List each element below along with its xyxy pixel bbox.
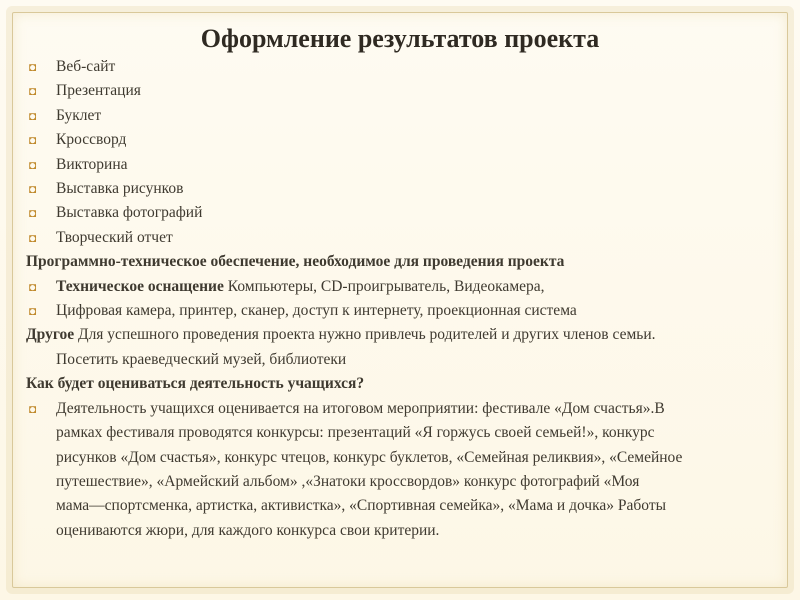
equipment-label: Техническое оснащение bbox=[56, 277, 224, 295]
bullet-icon: ◘ bbox=[29, 401, 37, 416]
list-item-equipment-2 bbox=[26, 299, 776, 323]
section-heading-assessment: Как будет оцениваться деятельность учащихся? bbox=[26, 375, 365, 393]
assessment-line: Деятельность учащихся оценивается на итоговом мероприятии: фестивале «Дом счастья».В bbox=[56, 399, 665, 417]
bullet-icon: ◘ bbox=[29, 108, 37, 123]
assessment-line: рамках фестиваля проводятся конкурсы: презентаций «Я горжусь своей семьей!», конкурс bbox=[56, 424, 655, 442]
list-item-text: Выставка рисунков bbox=[56, 180, 184, 198]
other-paragraph bbox=[26, 323, 776, 347]
list-item bbox=[26, 153, 776, 177]
assessment-line: рисунков «Дом счастья», конкурс чтецов, конкурс буклетов, «Семейная реликвия», «Семейное bbox=[56, 448, 683, 466]
list-item-text: Викторина bbox=[56, 155, 128, 173]
bullet-icon: ◘ bbox=[29, 230, 37, 245]
list-item bbox=[26, 201, 776, 225]
list-item-text: Кроссворд bbox=[56, 131, 127, 149]
list-item bbox=[26, 226, 776, 250]
bullet-icon: ◘ bbox=[29, 304, 37, 319]
list-item-text: Творческий отчет bbox=[56, 228, 173, 246]
list-item-text: Презентация bbox=[56, 82, 141, 100]
list-item bbox=[26, 55, 776, 79]
assessment-paragraph bbox=[26, 397, 776, 543]
list-item bbox=[26, 79, 776, 103]
assessment-line: оцениваются жюри, для каждого конкурса свои критерии. bbox=[56, 521, 440, 539]
list-item-text: Буклет bbox=[56, 106, 102, 124]
bullet-icon: ◘ bbox=[29, 60, 37, 74]
list-item-text: Выставка фотографий bbox=[56, 204, 203, 222]
slide-content bbox=[26, 55, 776, 543]
list-item-equipment bbox=[26, 275, 776, 299]
bullet-icon: ◘ bbox=[29, 157, 37, 172]
other-line2: Посетить краеведческий музей, библиотеки bbox=[56, 350, 347, 368]
list-item bbox=[26, 128, 776, 152]
slide-title: Оформление результатов проекта bbox=[200, 24, 600, 53]
list-item bbox=[26, 177, 776, 201]
list-item bbox=[26, 104, 776, 128]
other-label: Другое bbox=[26, 326, 75, 344]
section-heading-equipment: Программно-техническое обеспечение, необходимое для проведения проекта bbox=[26, 253, 565, 271]
other-text: Для успешного проведения проекта нужно привлечь родителей и других членов семьи. bbox=[74, 326, 656, 344]
bullet-icon: ◘ bbox=[29, 84, 37, 99]
assessment-line: мама—спортсменка, артистка, активистка», «Спортивная семейка», «Мама и дочка» Работы bbox=[56, 497, 667, 515]
bullet-icon: ◘ bbox=[29, 182, 37, 197]
bullet-icon: ◘ bbox=[29, 206, 37, 221]
equipment-text: Компьютеры, CD-проигрыватель, Видеокамера, bbox=[223, 277, 545, 295]
bullet-icon: ◘ bbox=[29, 279, 37, 294]
equipment-line2: Цифровая камера, принтер, сканер, доступ к интернету, проекционная система bbox=[56, 302, 577, 320]
bullet-icon: ◘ bbox=[29, 133, 37, 148]
assessment-line: путешествие», «Армейский альбом» ,«Знатоки кроссвордов» конкурс фотографий «Моя bbox=[56, 472, 640, 490]
list-item-text: Веб-сайт bbox=[56, 58, 116, 75]
